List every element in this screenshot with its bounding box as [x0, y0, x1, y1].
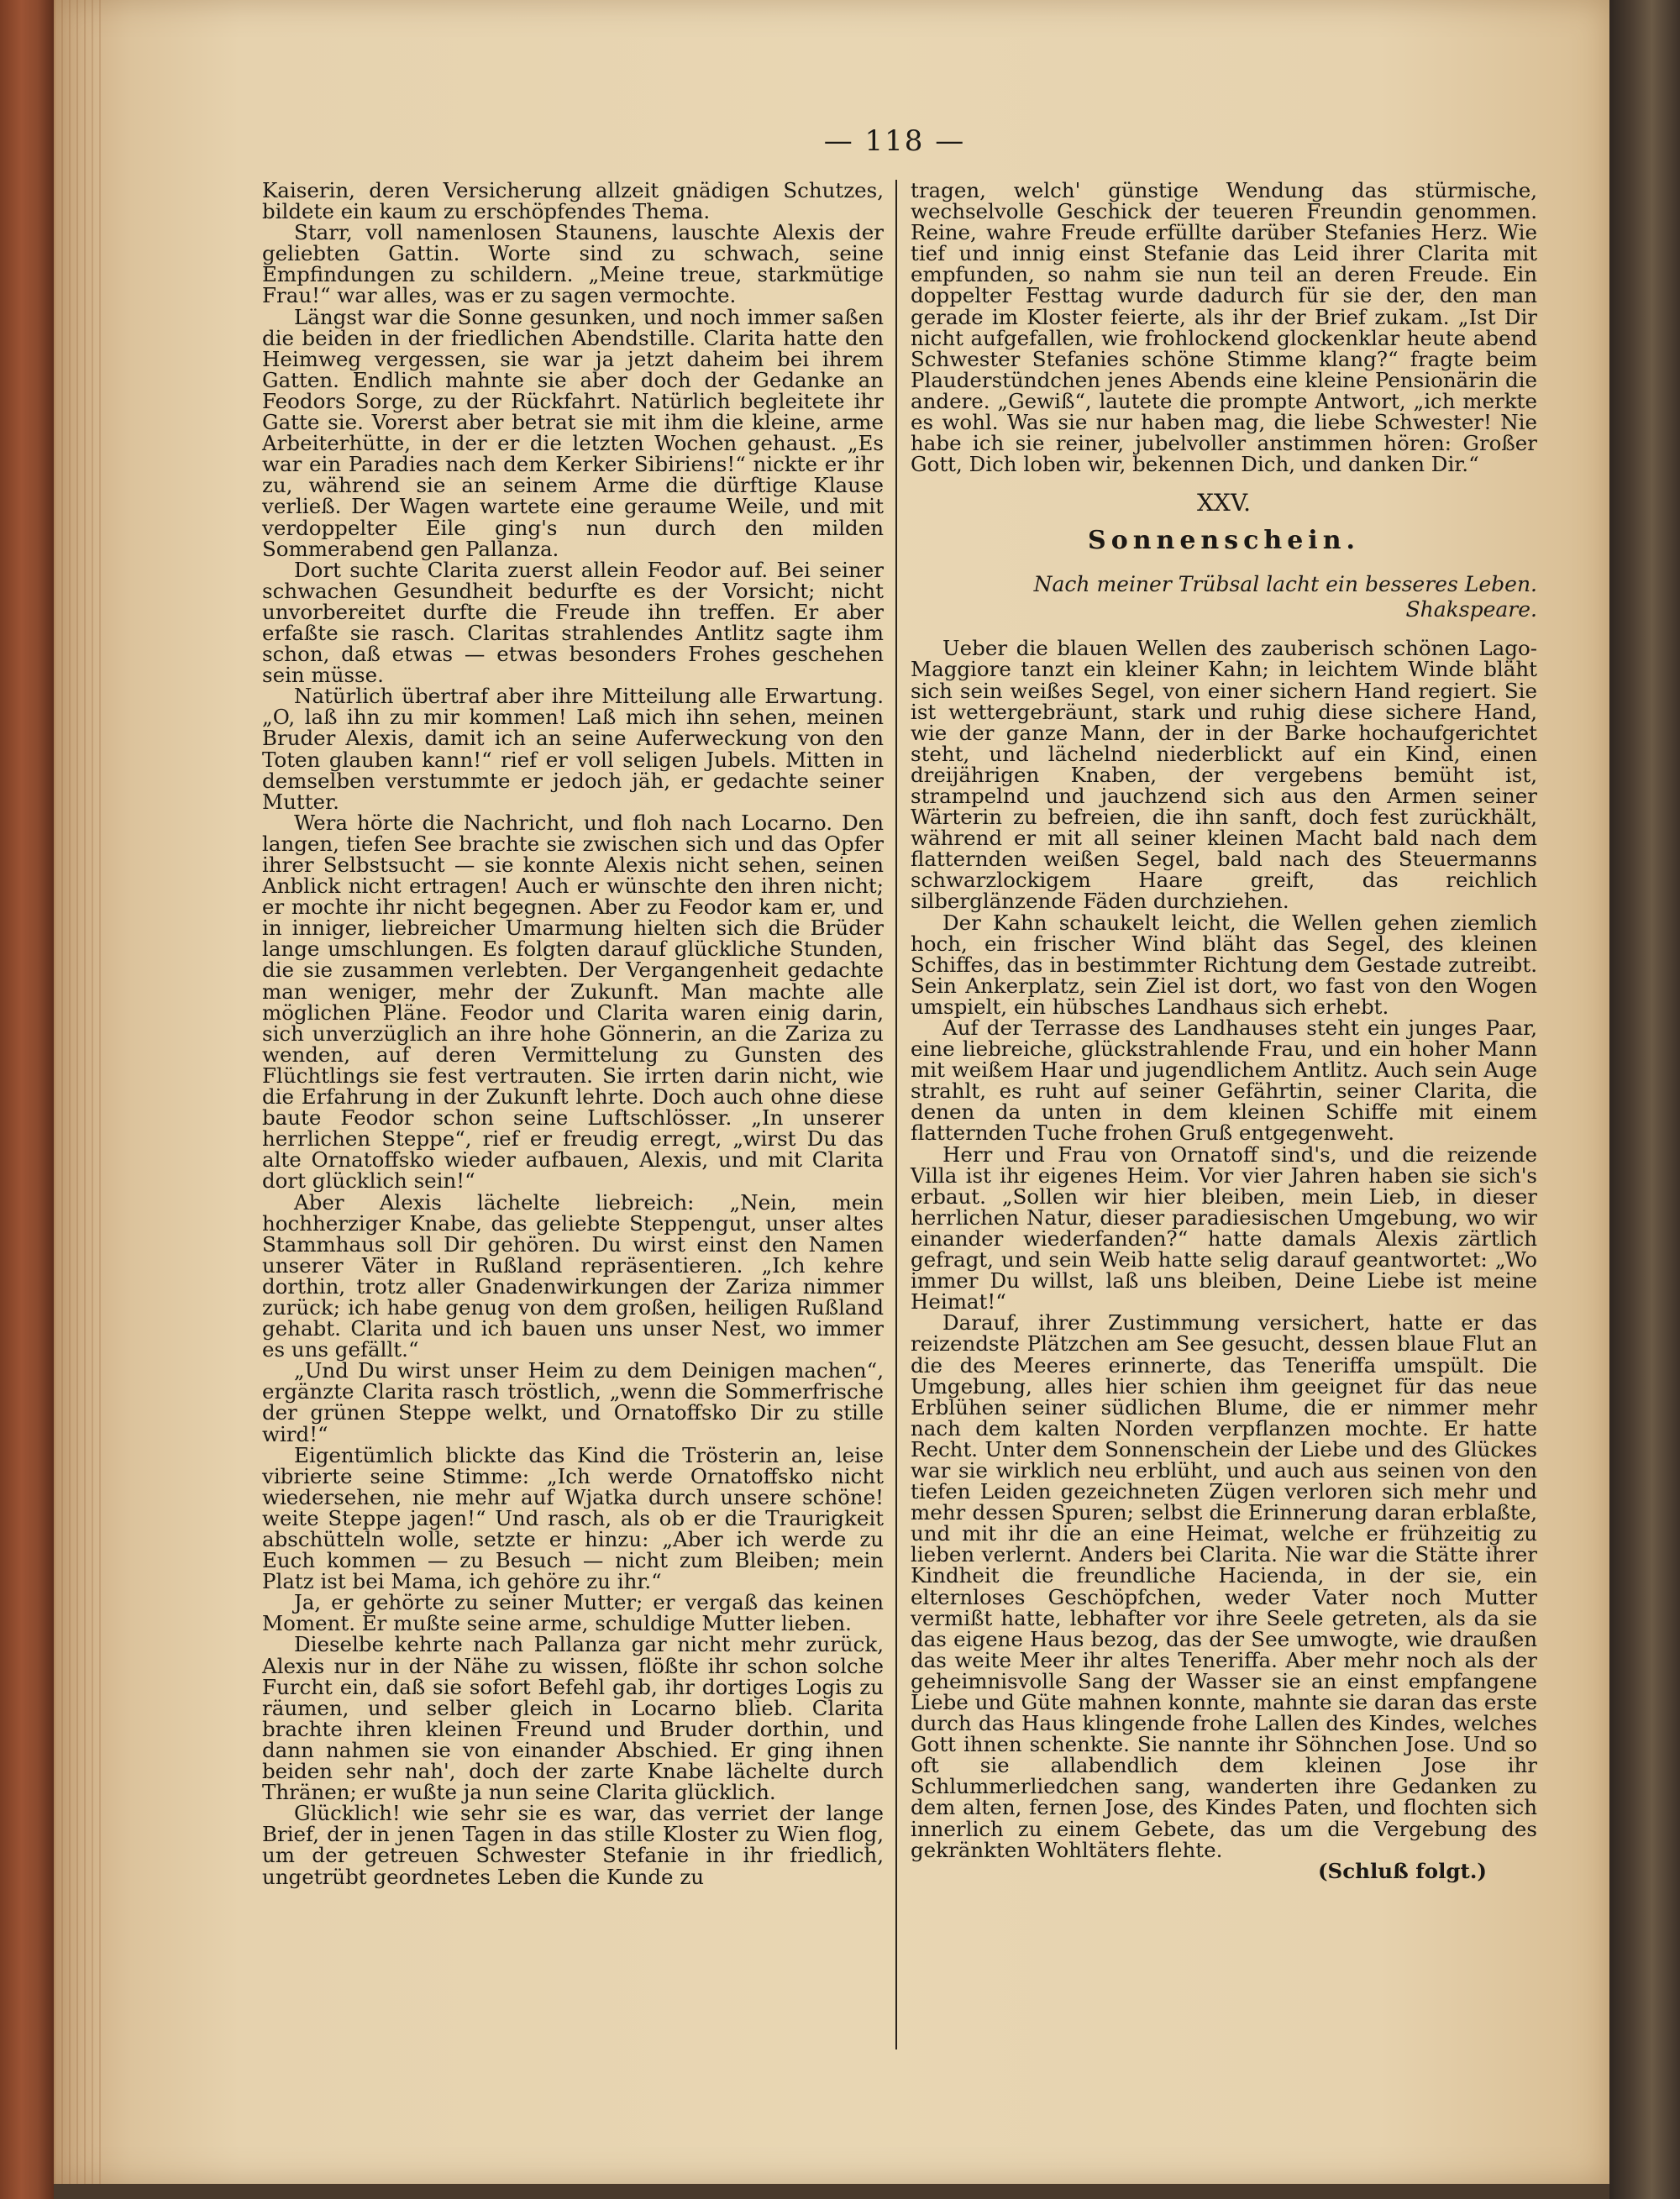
continuation-note [911, 1860, 1537, 1881]
chapter-number: XXV. [1196, 489, 1252, 517]
paragraph: Eigentümlich blickte das Kind die Trösterin an, leise vibrierte seine Stimme: „Ich werde Ornatoffsko nicht wiedersehen, nie mehr auf Wjatka durch unsere schöne! weite Steppe jagen!“ Und rasch, als ob er die Traurigkeit abschütteln wolle, setzte er hinzu: „Aber ich werde zu Euch kommen — zu Besuch — nicht zum Bleiben; mein Platz ist bei Mama, ich gehöre zu ihr.“ [262, 1442, 884, 1594]
paragraph: Kaiserin, deren Versicherung allzeit gnädigen Schutzes, bildete ein kaum zu erschöpfendes Thema. [262, 178, 884, 224]
paragraph: Längst war die Sonne gesunken, und noch immer saßen die beiden in der friedlichen Abendstille. Clarita hatte den Heimweg vergessen, sie war ja jetzt daheim bei ihrem Gatten. Endlich mahnte sie aber doch der Gedanke an Feodors Sorge, zu der Rückfahrt. Natürlich begleitete ihr Gatte sie. Vorerst aber betrat sie mit ihm die kleine, arme Arbeiterhütte, in der er die letzten Wochen gehaust. „Es war ein Paradies nach dem Kerker Sibiriens!“ nickte er ihr zu, während sie an seinem Arme die dürftige Klause verließ. Der Wagen wartete eine geraume Weile, und mit verdoppelter Eile ging's nun durch den milden Sommerabend gen Pallanza. [262, 304, 884, 561]
paragraph: Dort suchte Clarita zuerst allein Feodor auf. Bei seiner schwachen Gesundheit bedurfte es der Vorsicht; nicht unvorbereitet durfte die Freude ihn treffen. Er aber erfaßte sie rasch. Claritas strahlendes Antlitz sagte ihm schon, daß etwas — etwas besonders Frohes geschehen sein müsse. [262, 557, 884, 688]
paragraph: Herr und Frau von Ornatoff sind's, und die reizende Villa ist ihr eigenes Heim. Vor vier Jahren haben sie sich's erbaut. „Sollen wir hier bleiben, mein Lieb, in dieser herrlichen Natur, dieser paradiesischen Umgebung, wo wir einander wiederfanden?“ hatte damals Alexis zärtlich gefragt, und sein Weib hatte selig darauf geantwortet: „Wo immer Du willst, laß uns bleiben, Deine Liebe ist meine Heimat!“ [911, 1141, 1537, 1315]
epigraph: Nach meiner Trübsal lacht ein besseres Leben. [1033, 572, 1537, 597]
page-edges [54, 0, 104, 2184]
paragraph: Ueber die blauen Wellen des zauberisch schönen Lago-Maggiore tanzt ein kleiner Kahn; in leichtem Winde bläht sich sein weißes Segel, von einer sichern Hand regiert. Sie ist wettergebräunt, stark und ruhig diese sichere Hand, wie der ganze Mann, der in der Barke hochaufgerichtet steht, und lächelnd niederblickt auf ein Kind, einen dreijährigen Knaben, der vergebens bemüht ist, strampelnd und jauchzend sich aus den Armen seiner Wärterin zu befreien, die ihn sanft, doch fest zurückhält, während er mit all seiner kleinen Macht bald nach dem flatternden weißen Segel, bald nach des Steuermanns schwarzlockigem Haare greift, das reichlich silberglänzende Fäden durchziehen. [911, 636, 1537, 914]
book-binding-right [1609, 0, 1680, 2199]
paragraph: „Und Du wirst unser Heim zu dem Deinigen machen“, ergänzte Clarita rasch tröstlich, „wenn die Sommerfrische der grünen Steppe welkt, und Ornatoffsko Dir zu stille wird!“ [262, 1358, 884, 1446]
paragraph: Der Kahn schaukelt leicht, die Wellen gehen ziemlich hoch, ein frischer Wind bläht das Segel, des kleinen Schiffes, das in bestimmter Richtung dem Gestade zutreibt. Sein Ankerplatz, sein Ziel ist dort, wo fast von den Wogen umspielt, ein hübsches Landhaus sich erhebt. [911, 910, 1537, 1019]
paragraph: Dieselbe kehrte nach Pallanza gar nicht mehr zurück, Alexis nur in der Nähe zu wissen, flößte ihr schon solche Furcht ein, daß sie sofort Befehl gab, ihr dortiges Logis zu räumen, und selber gleich in Locarno blieb. Clarita brachte ihren kleinen Freund und Bruder dorthin, und dann nahmen sie von einander Abschied. Er ging ihnen beiden sehr nah', doch der zarte Knabe lächelte durch Thränen; er wußte ja nun seine Clarita glücklich. [262, 1632, 884, 1805]
paragraph: Ja, er gehörte zu seiner Mutter; er vergaß das keinen Moment. Er mußte seine arme, schuldige Mutter lieben. [262, 1590, 884, 1636]
chapter-title: Sonnenschein. [1088, 526, 1360, 556]
paragraph: Glücklich! wie sehr sie es war, das verriet der lange Brief, der in jenen Tagen in das stille Kloster zu Wien flog, um der getreuen Schwester Stefanie in ihr friedlich, ungetrübt geordnetes Leben die Kunde zu [262, 1801, 884, 1889]
book-binding-left [0, 0, 54, 2199]
continuation-note-text: (Schluß folgt.) [1317, 1858, 1487, 1883]
column-divider [895, 180, 897, 2049]
paragraph: Starr, voll namenlosen Staunens, lauschte Alexis der geliebten Gattin. Worte sind zu schwach, seine Empfindungen zu schildern. „Meine treue, starkmütige Frau!“ war alles, was er zu sagen vermochte. [262, 220, 884, 308]
paragraph: Auf der Terrasse des Landhauses steht ein junges Paar, eine liebreiche, glückstrahlende Frau, und ein hoher Mann mit weißem Haar und jugendlichem Antlitz. Auch sein Auge strahlt, es ruht auf seiner Gefährtin, seiner Clarita, die denen da unten in dem kleinen Schiffe mit einem flatternden Tuche frohen Gruß entgegenweht. [911, 1016, 1537, 1146]
paragraph: Aber Alexis lächelte liebreich: „Nein, mein hochherziger Knabe, das geliebte Steppengut, unser altes Stammhaus soll Dir gehören. Du wirst einst den Namen unserer Väter in Rußland repräsentieren. „Ich kehre dorthin, trotz aller Gnadenwirkungen der Zariza nimmer zurück; ich habe genug von dem großen, heiligen Rußland gehabt. Clarita und ich bauen uns unser Nest, wo immer es uns gefällt.“ [262, 1189, 884, 1362]
paragraph: Wera hörte die Nachricht, und floh nach Locarno. Den langen, tiefen See brachte sie zwischen sich und das Opfer ihrer Selbstsucht — sie konnte Alexis nicht sehen, seinen Anblick nicht ertragen! Auch er wünschte den ihren nicht; er mochte ihr nicht begegnen. Aber zu Feodor kam er, und in inniger, liebreicher Umarmung hielten sich die Brüder lange umschlungen. Es folgten darauf glückliche Stunden, die sie zusammen verlebten. Der Vergangenheit gedachte man weniger, mehr der Zukunft. Man machte alle möglichen Pläne. Feodor und Clarita waren einig darin, sich unverzüglich an ihre hohe Gönnerin, an die Zariza zu wenden, auf deren Vermittelung zu Gunsten des Flüchtlings sie fest vertrauten. Sie irrten darin nicht, wie die Erfahrung in der Zukunft lehrte. Doch auch ohne diese baute Feodor schon seine Luftschlösser. „In unserer herrlichen Steppe“, rief er freudig erregt, „wirst Du das alte Ornatoffsko wieder aufbauen, Alexis, und mit Clarita dort glücklich sein!“ [262, 810, 884, 1194]
page-bottom-edge [54, 2184, 1609, 2199]
left-column [262, 180, 884, 1887]
paragraph: tragen, welch' günstige Wendung das stürmische, wechselvolle Geschick der teueren Freundin genommen. Reine, wahre Freude erfüllte darüber Stefanies Herz. Wie tief und innig einst Stefanie das Leid ihrer Clarita mit empfunden, so nahm sie nun teil an deren Freude. Ein doppelter Festtag wurde dadurch für sie der, den man gerade im Kloster feierte, als ihr der Brief zukam. „Ist Dir nicht aufgefallen, wie frohlockend glockenklar heute abend Schwester Stefanies schöne Stimme klang?“ fragte beim Plauderstündchen jenes Abends eine kleine Pensionärin die andere. „Gewiß“, lautete die prompte Antwort, „ich merkte es wohl. Was sie nur haben mag, die liebe Schwester! Nie habe ich sie reiner, jubelvoller anstimmen hören: Großer Gott, Dich loben wir, bekennen Dich, und danken Dir.“ [911, 178, 1537, 477]
paragraph: Natürlich übertraf aber ihre Mitteilung alle Erwartung. „O, laß ihn zu mir kommen! Laß mich ihn sehen, meinen Bruder Alexis, damit ich an seine Auferweckung von den Toten glauben kann!“ rief er voll seligen Jubels. Mitten in demselben verstummte er jedoch jäh, er gedachte seiner Mutter. [262, 684, 884, 814]
paragraph: Darauf, ihrer Zustimmung versichert, hatte er das reizendste Plätzchen am See gesucht, dessen blaue Flut an die des Meeres erinnerte, das Teneriffa umspült. Die Umgebung, alles hier schien ihm geeignet für das neue Erblühen seiner südlichen Blume, die er nimmer mehr nach dem kalten Norden verpflanzen mochte. Er hatte Recht. Unter dem Sonnenschein der Liebe und des Glückes war sie wirklich neu erblüht, und auch aus seinen von den tiefen Leiden gezeichneten Zügen verloren sich mehr und mehr dessen Spuren; selbst die Erinnerung daran erblaßte, und mit ihr die an eine Heimat, welche er frühzeitig zu lieben verlernt. Anders bei Clarita. Nie war die Stätte ihrer Kindheit die freundliche Hacienda, in der sie, ein elternloses Geschöpfchen, weder Vater noch Mutter vermißt hatte, lebhafter vor ihre Seele getreten, als da sie das eigene Haus bezog, das der See umwogte, wie draußen das weite Meer ihr altes Teneriffa. Aber mehr noch als der geheimnisvolle Sang der Wasser sie an einst empfangene Liebe und Güte mahnen konnte, mahnte sie daran das erste durch das Haus klingende frohe Lallen des Kindes, welches Gott ihnen schenkte. Sie nannte ihr Söhnchen Jose. Und so oft sie allabendlich dem kleinen Jose ihr Schlummerliedchen sang, wanderten ihre Gedanken zu dem alten, fernen Jose, des Kindes Paten, und flochten sich innerlich zu einem Gebete, das um die Vergebung des gekränkten Wohltäters flehte. [911, 1310, 1537, 1862]
right-column [911, 180, 1537, 1881]
page-number: — 118 — [823, 124, 966, 158]
epigraph-author: Shakspeare. [1405, 597, 1537, 622]
